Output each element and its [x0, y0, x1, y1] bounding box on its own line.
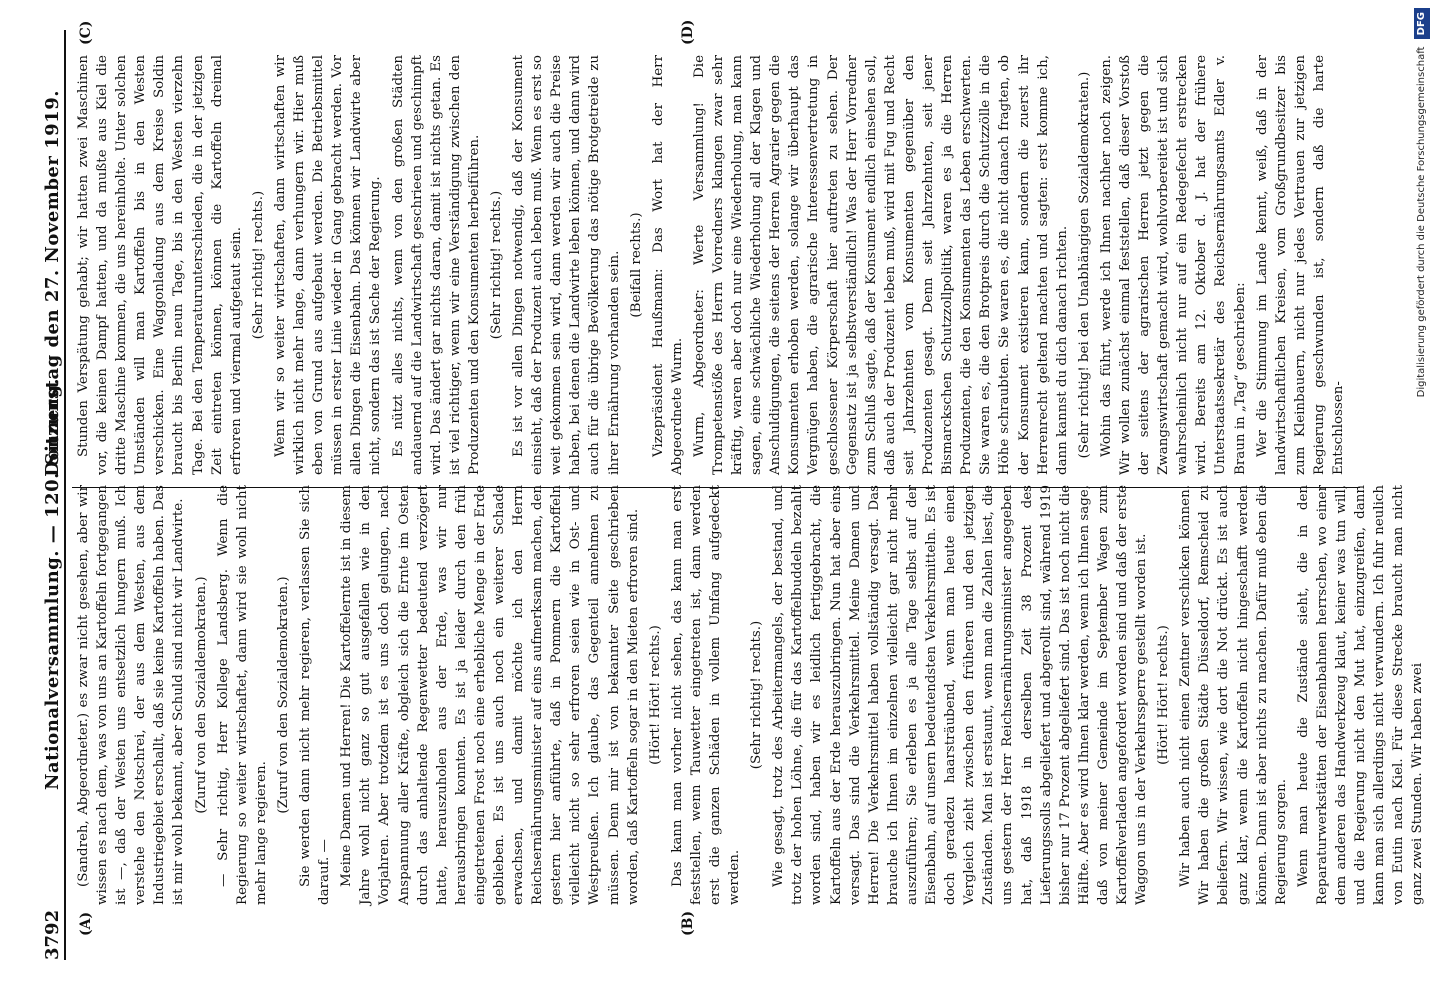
paragraph: Wohin das führt, werde ich Ihnen nachher noch zeigen. Wir wollen zunächst einmal feststellen, daß dieser Vorstoß der seitens der agrarischen Herren jetzt gegen die Zwangswirtschaft gemacht wird, wohlvorbereitet ist und sich wahrscheinlich nicht nur auf ein Redegefecht erstrecken wird. Bereits am 12. Oktober d. J. hat der frühere Unterstaatssekretär des Reichsernährungsamts Edler v. Braun in „Tag“ geschrieben:: [1098, 55, 1248, 475]
page-number: 3792: [42, 909, 63, 960]
paragraph: Es nützt alles nichts, wenn von den großen Städten andauernd auf die Landwirtschaft geschrieen und geschimpft wird. Das ändert gar nichts daran, damit ist nichts getan. Es ist viel richtiger, wenn wir eine Verständigung zwischen den Produzenten und den Konsumenten herbeiführen.: [390, 55, 482, 475]
side-note-text: Digitalisierung gefördert durch die Deutsche Forschungsgemeinschaft: [1416, 46, 1427, 398]
interjection: (Zuruf von den Sozialdemokraten.): [193, 576, 209, 814]
margin-marker-a: (A): [78, 911, 94, 936]
paragraph: Wenn wir so weiter wirtschaften, dann wirtschaften wir wirklich nicht mehr lange, dann verhungern wir. Hier muß eben von Grund aus aufgebaut werden. Die Betriebsmittel müssen in erster Linie wieder in Gang gebracht werden. Vor allen Dingen die Eisenbahn. Das können wir Landwirte aber nicht, sondern das ist Sache der Regierung.: [272, 55, 384, 475]
paragraph: Meine Damen und Herren! Die Kartoffelernte ist in diesem Jahre wohl nicht ganz so gut ausgefallen wie in den Vorjahren. Aber trotzdem ist es uns doch gelungen, nach Anspannung aller Kräfte, obgleich sich die Ernte im Osten durch das anhaltende Regenwetter bedeutend verzögert hatte, herauszuholen aus der Erde, was wir nur herausbringen konnten. Es ist ja leider durch den früh eingetretenen Frost noch eine erhebliche Menge in der Erde geblieben. Es ist uns auch noch ein weiterer Schade erwachsen, und damit möchte ich den Herrn Reichsernährungsminister auf eins aufmerksam machen, den gestern hier anführte, daß in Pommern die Kartoffeln vielleicht nicht so sehr erfroren seien wie in Ost- und Westpreußen. Ich glaube, das Gegenteil annehmen zu müssen. Denn mir ist von bekannter Seite geschrieben worden, daß Kartoffeln sogar in den Mieten erfroren sind.: [339, 485, 641, 905]
column-divider: [72, 487, 1360, 488]
paragraph: Wer die Stimmung im Lande kennt, weiß, daß in der landwirtschaftlichen Kreisen, vom Großgrundbesitzer bis zum Kleinbauern, nicht nur jedes Vertrauen zur jetzigen Regierung geschwunden ist, sondern daß die harte Entschlossen-: [1254, 55, 1346, 475]
interjection: (Hört! Hört! rechts.): [647, 625, 663, 765]
side-note: [1410, 8, 1434, 992]
header-left-title: Nationalversammlung. — 120. Sitzung.: [42, 377, 63, 790]
paragraph: Das kann man vorher nicht sehen, das kann man erst feststellen, wenn Tauwetter eingetreten ist, dann werden erst die ganzen Schäden in vollem Umfang aufgedeckt werden.: [669, 485, 743, 905]
paragraph: Wenn man heute die Zustände sieht, die in den Reparaturwerkstätten der Eisenbahnen herrschen, wo einer dem anderen das Handwerkzeug klaut, keiner was tun will, und die Regierung nicht den Mut hat, einzugreifen, dann kann man sich allerdings nicht verwundern. Ich fuhr neulich von Eutin nach Kiel. Für diese Strecke braucht man nicht ganz zwei Stunden. Wir haben zwei: [1295, 485, 1426, 905]
paragraph: Es ist vor allen Dingen notwendig, daß der Konsument einsieht, daß der Produzent auch leben muß. Wenn es erst so weit gekommen sein wird, dann werden wir auch die Preise haben, bei denen die Landwirte leben können, und dann wird auch für die übrige Bevölkerung das nötige Brotgetreide zu ihrer Ernährung vorhanden sein.: [511, 55, 622, 475]
interjection: (Sehr richtig! rechts.): [250, 190, 266, 340]
right-column: [74, 55, 1360, 475]
paragraph: (Sandreh, Abgeordneter.) es zwar nicht gesehen, aber wir wissen es nach dem, was von uns an Kartoffeln fortgegangen ist —, daß der Westen uns entsetzlich hungern muß. Ich verstehe den Notschrei, der aus dem Westen, aus dem Industriegebiet erschallt, daß sie keine Kartoffeln haben. Das ist mir wohl bekannt, aber Schuld sind nicht wir Landwirte.: [76, 485, 187, 905]
left-column: [74, 485, 1426, 905]
paragraph: Vizepräsident Haußmann: Das Wort hat der Herr Abgeordnete Wurm.: [650, 55, 685, 475]
interjection: (Sehr richtig! rechts.): [749, 620, 765, 770]
header-rule: [64, 30, 66, 960]
interjection: (Sehr richtig! bei den Unabhängigen Sozialdemokraten.): [1076, 71, 1092, 459]
paragraph: Sie werden dann nicht mehr regieren, verlassen Sie sich darauf. —: [298, 485, 333, 905]
margin-marker-c: (C): [78, 20, 94, 45]
interjection: (Zuruf von den Sozialdemokraten.): [275, 576, 291, 814]
header-right-title: Donnerstag den 27. November 1919.: [42, 90, 63, 477]
interjection: (Beifall rechts.): [628, 212, 644, 318]
interjection: (Sehr richtig! rechts.): [488, 190, 504, 340]
interjection: (Hört! Hört! rechts.): [1156, 625, 1172, 765]
paragraph: Wir haben auch nicht einen Zentner verschicken können. Wir haben die großen Städte Düsseldorf, Remscheid zu beliefern. Wir wissen, wie dort die Not drückt. Es ist auch ganz klar, wenn die Kartoffeln nicht hingeschafft werden können. Dann ist aber nichts zu machen. Dafür muß eben die Regierung sorgen.: [1178, 485, 1289, 905]
margin-marker-b: (B): [680, 910, 696, 936]
paragraph: Stunden Verspätung gehabt; wir hatten zwei Maschinen vor, die keinen Dampf hatten, und da mußte aus Kiel die dritte Maschine kommen, die uns hereinholte. Unter solchen Umständen will man Kartoffeln bis in den Westen verschicken. Eine Waggonladung aus dem Kreise Soldin braucht bis Berlin neun Tage, bis in den Westen vierzehn Tage. Bei den Temperaturunterschieden, die in der jetzigen Zeit eintreten können, können die Kartoffeln dreimal erfroren und viermal aufgetaut sein.: [76, 55, 244, 475]
margin-marker-d: (D): [680, 19, 696, 45]
paragraph: — Sehr richtig, Herr Kollege Landsberg. Wenn die Regierung so weiter wirtschaftet, dann wird sie wohl nicht mehr lange regieren.: [215, 485, 269, 905]
paragraph: Wie gesagt, trotz des Arbeitermangels, der bestand, und trotz der hohen Löhne, die für das Kartoffelbuddeln bezahlt worden sind, haben wir es leidlich fertiggebracht, die Kartoffeln aus der Erde herauszubringen. Nun hat aber eins versagt. Das sind die Verkehrsmittel. Meine Damen und Herren! Die Verkehrsmittel haben vollständig versagt. Das brauche ich Ihnen im einzelnen vielleicht gar nicht mehr auszuführen; Sie erleben es ja alle Tage selbst auf der Eisenbahn, auf unsern bedeutendsten Verkehrsmitteln. Es ist doch geradezu haarsträubend, wenn man heute einen Vergleich zieht zwischen den früheren und den jetzigen Zuständen. Man ist erstaunt, wenn man die Zahlen liest, die uns gestern der Herr Reichsernährungsminister angegeben hat, daß 1918 in derselben Zeit 38 Prozent des Lieferungssolls abgeliefert und abgerollt sind, während 1919 bisher nur 17 Prozent abgeliefert sind. Das ist noch nicht die Hälfte. Aber es wird Ihnen klar werden, wenn ich Ihnen sage, daß von meiner Gemeinde im September Wagen zum Kartoffelverladen angefordert worden sind und daß der erste Waggon uns in der Verkehrssperre gestellt worden ist.: [771, 485, 1150, 905]
paragraph: Wurm, Abgeordneter: Werte Versammlung! Die Trompetenstöße des Herrn Vorredners klangen zwar sehr kräftig, waren aber doch nur eine Wiederholung, man kann sagen, eine schwächliche Wiederholung all der Klagen und Anschuldigungen, die seitens der Herren Agrarier gegen die Konsumenten erhoben werden, solange wir überhaupt das Vergnügen haben, die agrarische Interessenvertretung in geschlossener Körperschaft hier auftreten zu sehen. Der Gegensatz ist ja selbstverständlich! Was der Herr Vorredner zum Schluß sagte, daß der Konsument endlich einsehen soll, daß auch der Produzent leben muß, wird mit Fug und Recht seit Jahrzehnten vom Konsumenten gegenüber den Produzenten gesagt. Denn seit Jahrzehnten, seit jener Bismarckschen Schutzzollpolitik, waren es ja die Herren Produzenten, die den Konsumenten das Leben erschwerten. Sie waren es, die den Brotpreis durch die Schutzzölle in die Höhe schraubten. Sie waren es, die nicht danach fragten, ob der Konsument existieren kann, sondern die zuerst ihr Herrenrecht geltend machten und sagten: erst komme ich, dann kannst du dich danach richten.: [691, 55, 1070, 475]
dfg-logo: DFG: [1414, 8, 1430, 39]
